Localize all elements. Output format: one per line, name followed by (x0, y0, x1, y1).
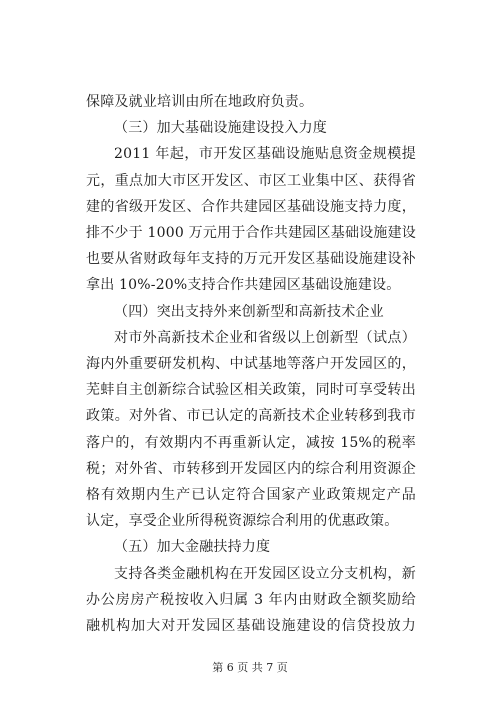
paragraph-line: 融机构加大对开发园区基础设施建设的信贷投放力 (86, 618, 416, 634)
paragraph-line: 元，重点加大市区开发区、市区工业集中区、获得省 (86, 173, 416, 189)
section-heading: （四）突出支持外来创新型和高新技术企业 (114, 304, 384, 320)
paragraph-line: 2011 年起，市开发区基础设施贴息资金规模提 (114, 146, 416, 162)
paragraph-line: 税；对外省、市转移到开发园区内的综合利用资源企 (86, 461, 416, 477)
paragraph-line: 海内外重要研发机构、中试基地等落户开发园区的， (86, 356, 416, 372)
paragraph-line: 支持各类金融机构在开发园区设立分支机构，新 (114, 566, 416, 582)
paragraph-line: 建的省级开发区、合作共建园区基础设施支持力度， (86, 199, 416, 215)
paragraph-line: 落户的，有效期内不再重新认定，减按 15%的税率 (86, 435, 416, 451)
paragraph-line: 拿出 10%-20%支持合作共建园区基础设施建设。 (86, 277, 401, 293)
paragraph-line: 认定，享受企业所得税资源综合利用的优惠政策。 (86, 513, 399, 529)
paragraph-line: 政策。对外省、市已认定的高新技术企业转移到我市 (86, 408, 416, 424)
paragraph-line: 对市外高新技术企业和省级以上创新型（试点） (114, 330, 416, 346)
paragraph-line: 排不少于 1000 万元用于合作共建园区基础设施建设 (86, 225, 416, 241)
section-heading: （五）加大金融扶持力度 (114, 539, 271, 555)
page-number: 第 6 页 共 7 页 (212, 661, 288, 674)
paragraph-line: 格有效期内生产已认定符合国家产业政策规定产品 (86, 487, 416, 503)
paragraph-line: 也要从省财政每年支持的万元开发区基础设施建设补 (86, 251, 416, 267)
paragraph-line: 办公房房产税按收入归属 3 年内由财政全额奖励给 (86, 592, 416, 608)
section-heading: （三）加大基础设施建设投入力度 (114, 120, 327, 136)
paragraph-line: 芜蚌自主创新综合试验区相关政策，同时可享受转出 (86, 382, 416, 398)
paragraph-line: 保障及就业培训由所在地政府负责。 (86, 94, 314, 110)
